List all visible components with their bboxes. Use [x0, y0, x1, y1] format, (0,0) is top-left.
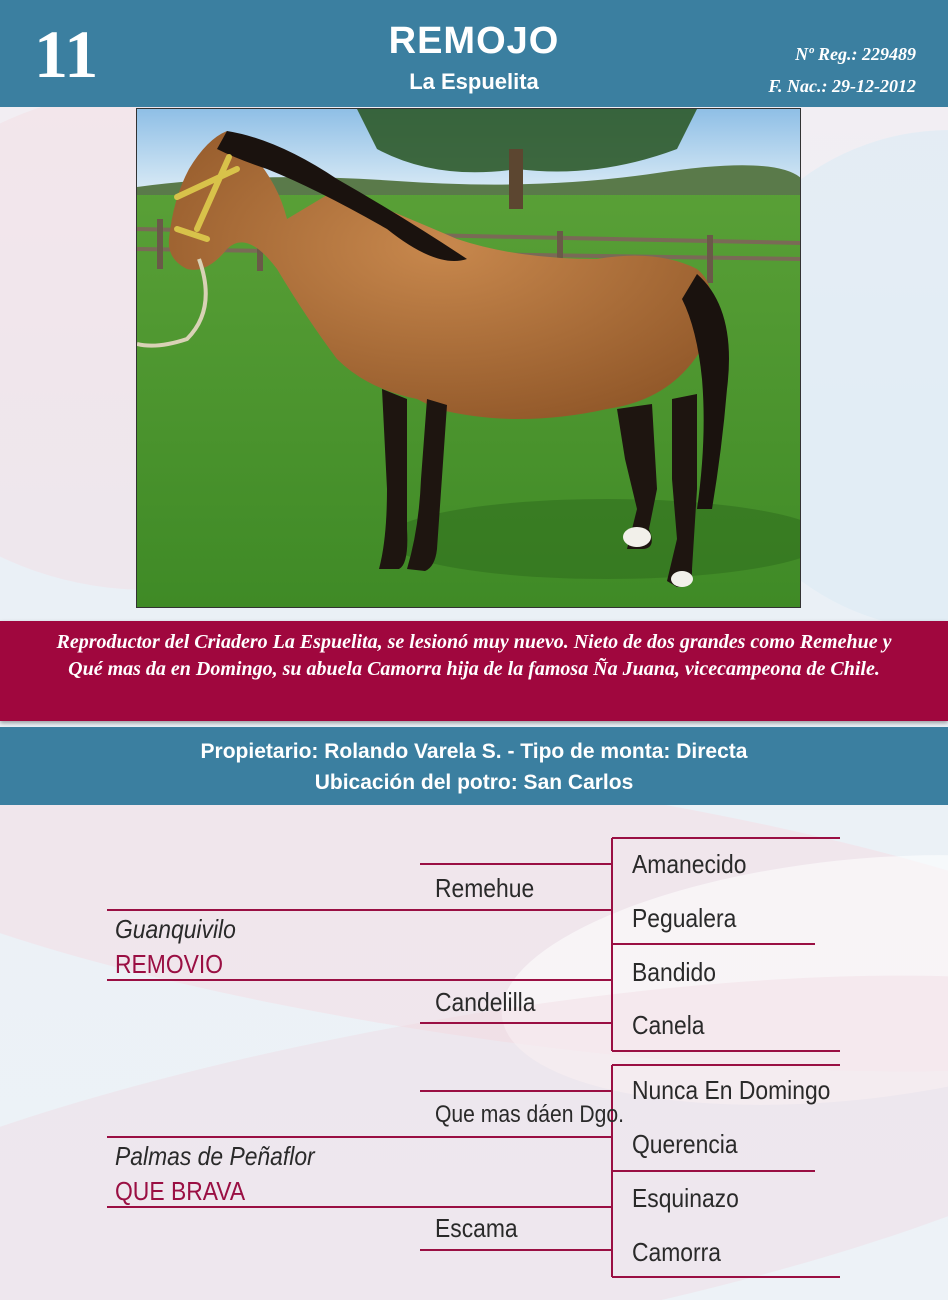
registration-number: Nº Reg.: 229489 — [795, 44, 916, 64]
dam-name: QUE BRAVA — [115, 1176, 246, 1206]
sire-name: REMOVIO — [115, 949, 224, 979]
lot-number: 11 — [34, 16, 99, 92]
dam-gen3-2: Querencia — [632, 1129, 738, 1159]
dam-gen2-2: Escama — [435, 1213, 518, 1243]
sire-gen3-4: Canela — [632, 1010, 705, 1040]
dam-gen3-1: Nunca En Domingo — [632, 1075, 831, 1105]
sire-gen3-2: Pegualera — [632, 903, 737, 933]
location-line: Ubicación del potro: San Carlos — [314, 771, 634, 794]
owner-line: Propietario: Rolando Varela S. - Tipo de monta: Directa — [200, 740, 748, 763]
horse-name: REMOJO — [388, 20, 560, 62]
description-text: Reproductor del Criadero La Espuelita, se lesionó muy nuevo. Nieto de dos grandes como Remehue y Qué mas da en Domingo, su abuela Camorra hija de la famosa Ña Juana, vicecampeona de Chile. — [56, 631, 892, 680]
birth-date: F. Nac.: 29-12-2012 — [768, 76, 916, 96]
dam-gen2-1: Que mas dáen Dgo. — [435, 1101, 625, 1128]
sire-of-sire-name: Guanquivilo — [115, 914, 236, 944]
dam-gen3-3: Esquinazo — [632, 1183, 739, 1213]
sire-gen2-2: Candelilla — [435, 987, 536, 1017]
sire-gen3-3: Bandido — [632, 957, 716, 987]
dam-gen3-4: Camorra — [632, 1237, 722, 1267]
sire-gen3-1: Amanecido — [632, 849, 747, 879]
breeder-name: La Espuelita — [409, 69, 539, 94]
sire-of-dam-name: Palmas de Peñaflor — [115, 1141, 315, 1171]
sire-gen2-1: Remehue — [435, 873, 535, 903]
